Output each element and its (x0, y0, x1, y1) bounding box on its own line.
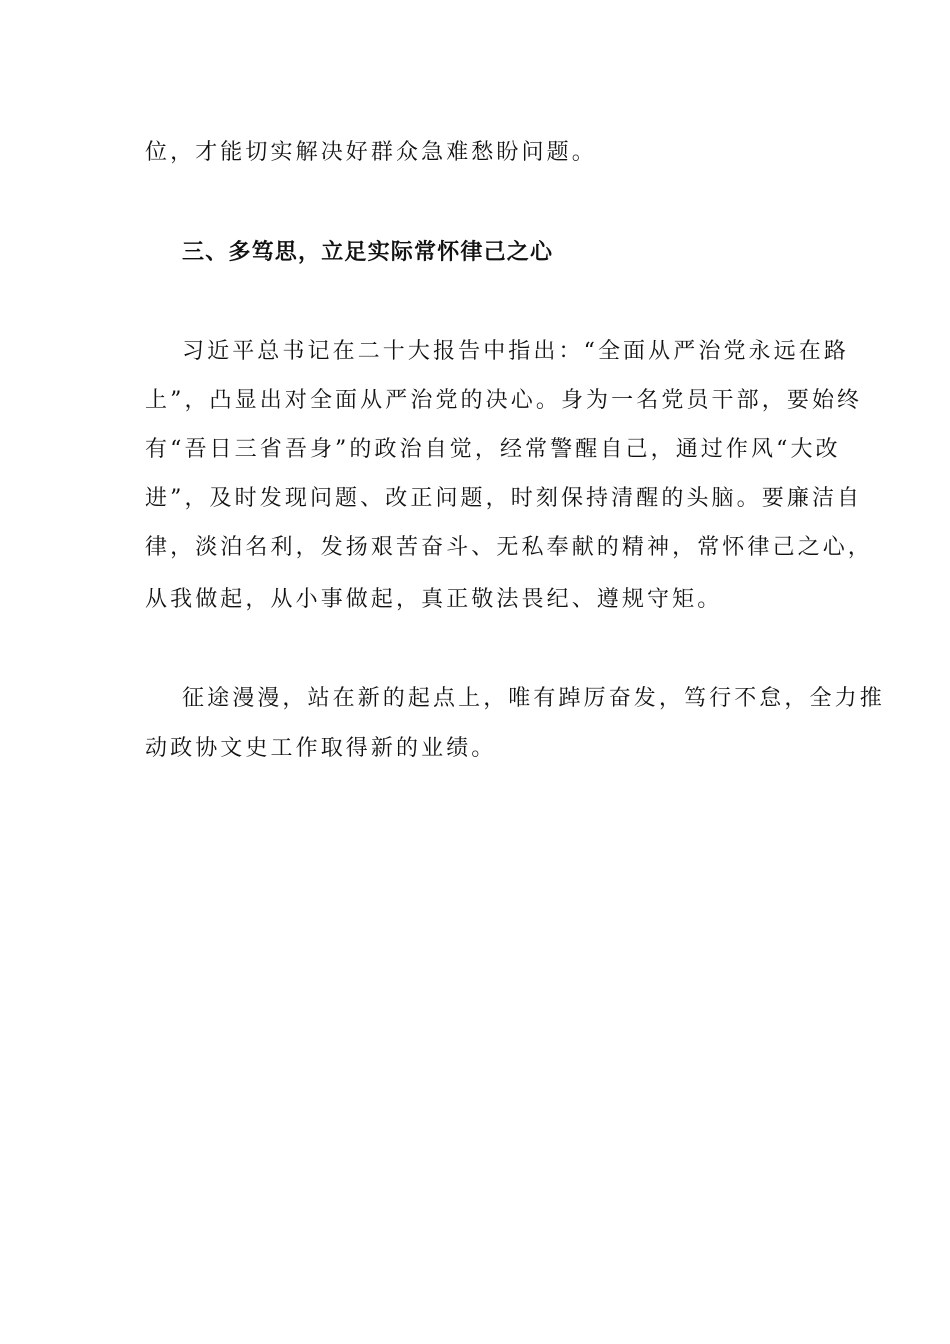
paragraph-line: 有“吾日三省吾身”的政治自觉，经常警醒自己，通过作风“大改 (145, 437, 841, 462)
paragraph-line: 位，才能切实解决好群众急难愁盼问题。 (145, 140, 597, 165)
section-heading: 三、多笃思，立足实际常怀律己之心 (182, 239, 554, 265)
paragraph-line: 律，淡泊名利，发扬艰苦奋斗、无私奉献的精神，常怀律己之心， (145, 535, 873, 560)
paragraph-line: 征途漫漫，站在新的起点上，唯有踔厉奋发，笃行不怠，全力推 (182, 686, 885, 711)
paragraph-line: 进”，及时发现问题、改正问题，时刻保持清醒的头脑。要廉洁自 (145, 486, 863, 511)
paragraph-line: 习近平总书记在二十大报告中指出：“全面从严治党永远在路 (182, 339, 849, 364)
paragraph-line: 从我做起，从小事做起，真正敬法畏纪、遵规守矩。 (145, 587, 723, 612)
paragraph-line: 上”，凸显出对全面从严治党的决心。身为一名党员干部，要始终 (145, 388, 863, 413)
paragraph-line: 动政协文史工作取得新的业绩。 (145, 736, 497, 761)
